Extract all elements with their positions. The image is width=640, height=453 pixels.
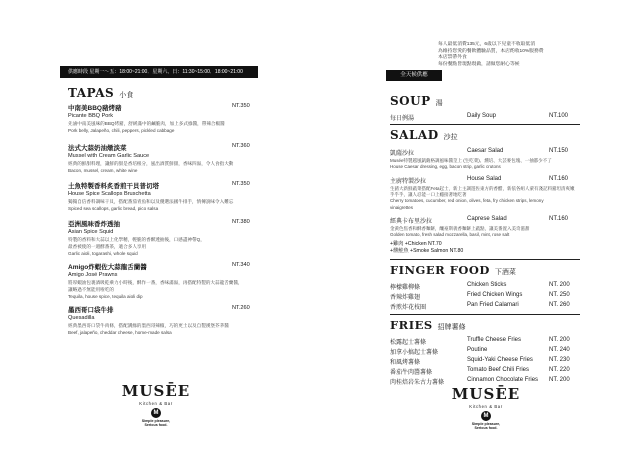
finger-food-divider [390, 314, 580, 315]
item-description: 先滷中南美風味的BBQ烤豬，舒緩滿中的鹹脆肉，加上多式綠醬，帶辣合椒醬 Pork belly, Jalapeño, chili, peppers, pickled cabbage [68, 121, 225, 133]
logo-tagline-1: Simple pleasure, [141, 419, 171, 423]
item-price: NT. 220 [549, 367, 570, 373]
salad-subtitle: 沙拉 [443, 134, 458, 141]
menu-item-bbq-pork [68, 103, 250, 135]
item-description: 經典墨西哥口袋牛肉條，搭配溝綠的墨西哥辣椒，巧的更土以及自製漢堡芥茅醬 Beef, jalapeño, cheddar cheese, home-made salsa [68, 323, 229, 335]
item-name-zh: 法式大蒜奶油燉淡菜 [68, 145, 127, 152]
item-price: NT.340 [232, 262, 250, 268]
tapas-title: TAPAS [68, 86, 115, 100]
all-day-badge: 全天候供應 [386, 70, 442, 81]
item-description: 生豬大新鮮蔬菜搭配Feta起士，新上主調遊佐東方的香醋，新依各組人蒙有淺記料豬坦清爽嫩 乎乎乎，讓人忍能一口上癮接著地吃著 Cherry tomatoes, cucumber, red onion, olives, feta, fry chicken strips, lemony vinaigrettes [390, 186, 575, 210]
logo-tagline-2: Serious food. [474, 426, 498, 431]
logo-brand: MUSĒE [451, 385, 521, 403]
soup-subtitle: 湯 [435, 100, 443, 107]
item-name-zh: 亞洲風味香炸透抽 [68, 221, 120, 228]
item-price: NT.160 [549, 216, 569, 222]
logo-mark-icon: M [481, 411, 491, 421]
item-name-en: Squid-Yaki Cheese Fries [467, 357, 533, 363]
item-name-zh: 中南美BBQ豬烤豬 [68, 105, 122, 112]
item-price: NT. 200 [549, 282, 570, 288]
menu-item-garlic-mussel [68, 143, 250, 175]
fries-subtitle: 招牌薯條 [437, 324, 466, 331]
fries-title: FRIES [390, 318, 433, 332]
logo-brand: MUSĒE [121, 382, 191, 400]
salad-divider [390, 259, 580, 260]
menu-item-scallops-bruschetta [68, 181, 250, 213]
policy-note: 每人最低消費135元，6歲以下兒童不收取低消 為維持您愛的餐飲體驗品質，本店酌收10%服務費 本店禁帶外食 每份餐點皆現點現做，請做您耐心等候 [438, 42, 544, 67]
finger-food-subtitle: 下酒菜 [494, 269, 516, 276]
item-name-en: Tomato Beef Chili Fries [467, 367, 530, 373]
item-price: NT.160 [549, 176, 569, 182]
item-price: NT.350 [232, 103, 250, 109]
item-name-zh: 香煎炸花枝圈 [390, 305, 427, 311]
item-price: NT. 200 [549, 377, 570, 383]
item-name-en: House Spice Scallops Bruschetta [68, 191, 151, 197]
item-price: NT.360 [232, 143, 250, 149]
item-name-zh: 經典卡布里沙拉 [390, 219, 433, 225]
item-name-en: Chicken Sticks [467, 282, 507, 288]
soup-section-title [390, 94, 443, 108]
menu-item-asian-squid [68, 219, 250, 257]
logo-subtitle: Kitchen & Bar [469, 404, 503, 409]
item-description: 特製的香料和大蒜以上化學精，輕脆的香酥透抽後，口感盡神帶Q， 最香被使的一週酵番茶，適合多人享用 Garlic aioli, togarashi, whole squid [68, 237, 205, 256]
item-name-en: Cinnamon Chocolate Fries [467, 377, 539, 383]
logo-subtitle: Kitchen & Bar [139, 401, 173, 406]
musee-logo [116, 382, 196, 427]
item-name-zh: 每日例湯 [390, 116, 415, 122]
soup-divider [390, 124, 580, 125]
tapas-subtitle: 小食 [119, 92, 134, 99]
menu-item-caesar-salad [390, 148, 580, 170]
item-name-en: Mussel with Cream Garlic Sauce [68, 153, 150, 159]
item-price: NT.260 [232, 305, 250, 311]
menu-item-house-salad [390, 176, 580, 211]
item-name-en: Fried Chicken Wings [467, 292, 523, 298]
item-name-zh: 土魚特製香料炙香煎干貝普切塔 [68, 183, 159, 190]
soup-title: SOUP [390, 94, 431, 108]
salad-addons: +雞肉 +Chicken NT.70 +燻鮭魚 +Smoke Salmon NT.80 [390, 241, 464, 254]
item-price: NT. 230 [549, 357, 570, 363]
item-name-en: Asian Spice Squid [68, 229, 114, 235]
item-price: NT.100 [549, 113, 569, 119]
item-name-zh: Amigo炸蝦佐大蒜龍舌蘭醬 [68, 264, 147, 271]
item-name-en: Pan Fried Calamari [467, 302, 519, 308]
item-name-en: Quesadilla [68, 315, 95, 321]
item-name-en: Truffle Cheese Fries [467, 337, 522, 343]
item-name-en: Picante BBQ Pork [68, 113, 114, 119]
item-name-zh: 番茄牛肉醬薯條 [390, 370, 433, 376]
item-price: NT. 200 [549, 337, 570, 343]
item-price: NT. 240 [549, 347, 570, 353]
item-name-zh: 凱薩沙拉 [390, 151, 415, 157]
logo-tagline-2: Serious food. [144, 423, 168, 428]
finger-food-section-title [390, 263, 516, 277]
item-name-zh: 主廚特製沙拉 [390, 179, 427, 185]
finger-food-title: FINGER FOOD [390, 263, 490, 277]
item-name-zh: 檸檬雞柳條 [390, 285, 421, 291]
logo-tagline-1: Simple pleasure, [471, 422, 501, 426]
item-name-en: Amigo José Prawns [68, 272, 118, 278]
item-name-zh: 香辣炸雞翅 [390, 295, 421, 301]
tapas-section-title [68, 86, 133, 100]
musee-logo-right [446, 385, 526, 430]
item-price: NT.150 [549, 148, 569, 154]
item-name-en: House Salad [467, 176, 502, 182]
item-name-zh: 肉桂焙岩朱古力薯條 [390, 380, 445, 386]
item-price: NT.380 [232, 219, 250, 225]
item-name-zh: 加拿小搞起士薯條 [390, 350, 439, 356]
item-name-en: Caprese Salad [467, 216, 507, 222]
service-hours-bar: 供應時段 星期一～五：18:00~21:00．星期六、日：11:30~15:00．18:00~21:00 [60, 66, 258, 78]
item-description: 經典的鮮甜料理，讓鮮的甜是香培根分，風出酒質鮮甜，香味四溢，令人食指大動 Bacon, mussel, cream, white wine [68, 161, 234, 173]
menu-item-caprese-salad [390, 216, 580, 254]
salad-title: SALAD [390, 128, 439, 142]
item-name-zh: 和風烤薯條 [390, 360, 421, 366]
logo-mark-icon: M [151, 408, 161, 418]
item-name-zh: 松露起士薯條 [390, 340, 427, 346]
item-description: Musée特製越風凱薩格調風味醬莖上 (生吃菜)、燻培、大芸麥包塊、一抽都少不了 House Caesar dressing, egg, bacon strip, garlic crutons [390, 158, 552, 170]
item-description: 將厚蝦油包裹酒吸乾乘力小時後，酥作一番，香味滿溢，再搭配特製的大蒜龍舌蘭醬， 讓略過不無能用啦吃的 Tequila, house spice, tequila aioli dip [68, 280, 243, 299]
item-description: 獨獨自信香料調味干貝，搭配番茄青魚和以及優選法國牛排手，情傳說味令入難忘 Spiced sea scallops, garlic bread, pico salsa [68, 199, 234, 211]
item-name-zh: 墨西哥口袋牛排 [68, 307, 114, 314]
menu-item-quesadilla [68, 305, 250, 337]
item-name-en: Caesar Salad [467, 148, 504, 154]
item-name-en: Daily Soup [467, 113, 497, 119]
menu-item-amigo-prawns [68, 262, 250, 300]
item-price: NT.350 [232, 181, 250, 187]
fries-section-title [390, 318, 466, 332]
item-price: NT. 250 [549, 292, 570, 298]
salad-section-title [390, 128, 458, 142]
item-price: NT. 260 [549, 302, 570, 308]
item-description: 金黃色焦香和酥香麵餅，釀豪斯義香麵餅上蔬點，讓美番置入美奇滋甜 Golden tomato, fresh salad mozzarella, basil, mint, rose salt [390, 226, 530, 238]
item-name-en: Poutine [467, 347, 488, 353]
